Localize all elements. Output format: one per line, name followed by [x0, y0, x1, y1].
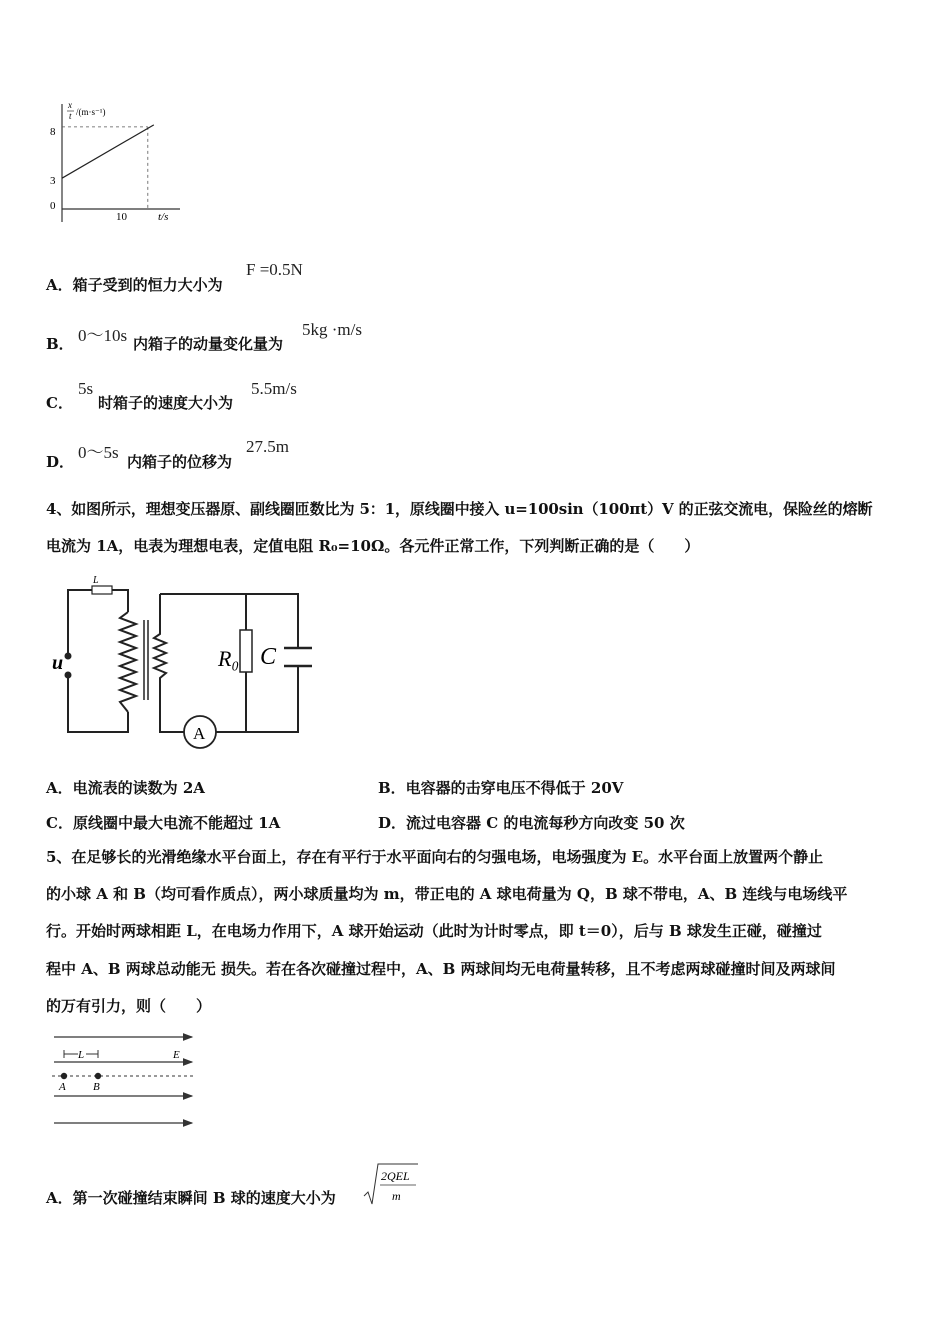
y-label-unit: /(m·s⁻¹): [76, 107, 106, 117]
q5-stem-line-2: 的小球 A 和 B（均可看作质点），两小球质量均为 m，带正电的 A 球电荷量为 Q，B 球不带电，A、B 连线与电场线平: [46, 885, 848, 903]
q4-option-a: A．电流表的读数为 2A: [46, 779, 205, 797]
option-text: 箱子受到的恒力大小为: [72, 276, 223, 294]
y-tick-8: 8: [50, 126, 56, 138]
velocity-time-graph: [40, 96, 190, 226]
ball-a: [61, 1073, 67, 1079]
q3-option-b-value: 5kg ·m/s: [302, 320, 362, 339]
y-label-num: x: [68, 100, 72, 110]
q3-option-a-value: F =0.5N: [246, 260, 303, 279]
q3-option-d-text: 内箱子的位移为: [127, 453, 233, 471]
electric-field-diagram: [48, 1028, 200, 1132]
fuse-label: L: [93, 575, 99, 586]
q4-stem-line-2: 电流为 1A，电表为理想电表，定值电阻 R₀=10Ω。各元件正常工作，下列判断正确的是（ ）: [46, 537, 700, 555]
sqrt-numerator: 2QEL: [381, 1169, 410, 1183]
q3-option-c-value: 5.5m/s: [251, 379, 297, 398]
q5-option-a: A．第一次碰撞结束瞬间 B 球的速度大小为: [46, 1189, 336, 1207]
q4-option-c: C．原线圈中最大电流不能超过 1A: [46, 814, 281, 832]
q4-option-b: B．电容器的击穿电压不得低于 20V: [378, 779, 624, 797]
q5-stem-line-4: 程中 A、B 两球总动能无 损失。若在各次碰撞过程中，A、B 两球间均无电荷量转移，且不考虑两球碰撞时间及两球间: [46, 960, 836, 978]
ammeter-label: A: [193, 724, 206, 743]
field-label: E: [173, 1049, 180, 1061]
ball-b-label: B: [93, 1081, 100, 1093]
source-terminal-top: [65, 653, 72, 660]
q3-option-b-text: 内箱子的动量变化量为: [133, 335, 284, 353]
q4-option-d: D．流过电容器 C 的电流每秒方向改变 50 次: [378, 814, 685, 832]
option-letter: D．: [46, 453, 75, 471]
ball-a-label: A: [59, 1081, 66, 1093]
q5-stem-line-1: 5、在足够长的光滑绝缘水平台面上，存在有平行于水平面向右的匀强电场，电场强度为 E。水平台面上放置两个静止: [46, 848, 824, 866]
q3-option-c-text: 时箱子的速度大小为: [98, 394, 234, 412]
sqrt-denominator: m: [392, 1189, 401, 1203]
x-tick-10: 10: [116, 211, 127, 223]
capacitor-label: C: [260, 644, 277, 670]
q3-option-c: [46, 392, 73, 413]
transformer-circuit-diagram: [50, 572, 320, 754]
q5-stem-line-3: 行。开始时两球相距 L，在电场力作用下，A 球开始运动（此时为计时零点，即 t＝0），后与 B 球发生正碰，碰撞过: [46, 922, 822, 940]
option-letter: A．: [46, 276, 73, 294]
option-letter: B．: [46, 335, 74, 353]
q4-stem-line-1: 4、如图所示，理想变压器原、副线圈匝数比为 5：1，原线圈中接入 u=100sin（100πt）V 的正弦交流电，保险丝的熔断: [46, 500, 873, 518]
q3-option-b: [46, 333, 74, 354]
option-letter: C．: [46, 394, 73, 412]
q3-option-d-pre: 0～5s: [78, 443, 119, 462]
q3-option-b-pre: 0～10s: [78, 326, 128, 345]
q3-option-a: [46, 274, 223, 295]
ball-b: [95, 1073, 101, 1079]
distance-label: L: [78, 1049, 85, 1061]
x-label: t/s: [158, 211, 169, 223]
q3-option-d: [46, 451, 74, 472]
y-tick-0: 0: [50, 200, 56, 212]
resistor-label: R₀: [218, 646, 240, 671]
q5-stem-line-5: 的万有引力，则（ ）: [46, 997, 212, 1015]
q3-option-d-value: 27.5m: [246, 437, 289, 456]
source-label: u: [52, 652, 64, 674]
source-terminal-bottom: [65, 672, 72, 679]
series-line: [62, 125, 154, 178]
q3-option-c-pre: 5s: [78, 379, 94, 398]
sqrt-expression: [362, 1160, 422, 1210]
y-tick-3: 3: [50, 175, 56, 187]
y-label-den: t: [69, 111, 72, 121]
